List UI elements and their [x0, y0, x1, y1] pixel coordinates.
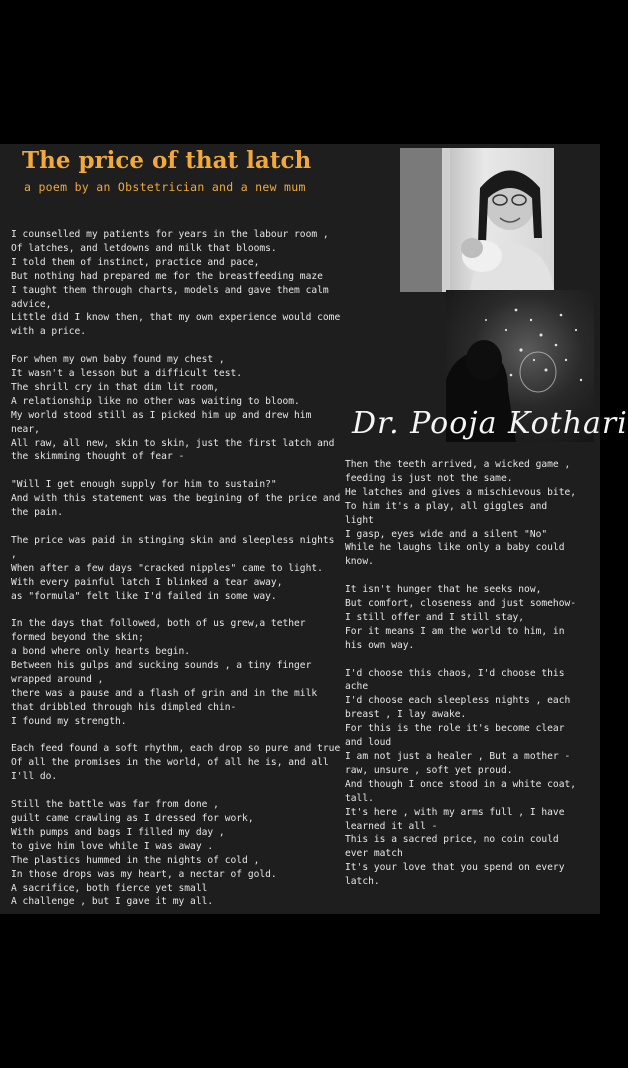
stanza: "Will I get enough supply for him to sustain?" And with this statement was the begining of the price and the pain.: [11, 479, 341, 519]
stanza: The price was paid in stinging skin and sleepless nights , When after a few days "cracked nipples" came to light. With every painful latch I blinked a tear away, as "formula" felt like I'd failed in some way.: [11, 534, 335, 602]
stanza: Still the battle was far from done , guilt came crawling as I dressed for work, With pumps and bags I filled my day , to give him love while I was away . The plastics hummed in the nights of cold , In those drops was my heart, a nectar of gold. A sacrifice, both fierce yet small A challenge , but I gave it my all.: [11, 799, 277, 908]
stanza: Then the teeth arrived, a wicked game , feeding is just not the same. He latches and gives a mischievous bite, To him it's a play, all giggles and light I gasp, eyes wide and a silent "No" While he laughs like only a baby could know.: [345, 459, 577, 568]
stanza: In the days that followed, both of us grew,a tether formed beyond the skin; a bond where only hearts begin. Between his gulps and sucking sounds , a tiny finger wrapped around , there was a pause and a flash of grin and in the milk that dribbled through his dimpled chin- I found my strength.: [11, 618, 318, 727]
mother-with-baby-photo: [400, 148, 554, 292]
stanza: Each feed found a soft rhythm, each drop so pure and true Of all the promises in the world, of all he is, and all I'll do.: [11, 743, 341, 783]
poem-left-column: [11, 228, 341, 923]
stanza: For when my own baby found my chest , It wasn't a lesson but a difficult test. The shrill cry in that dim lit room, A relationship like no other was waiting to bloom. My world stood still as I picked him up and drew him near, All raw, all new, skin to skin, just the first latch and the skimming thought of fear -: [11, 354, 335, 463]
poem-right-column: [345, 458, 577, 903]
poem-subtitle: a poem by an Obstetrician and a new mum: [24, 180, 306, 194]
poem-title: The price of that latch: [22, 147, 312, 174]
stanza: I'd choose this chaos, I'd choose this ache I'd choose each sleepless nights , each breast , I lay awake. For this is the role it's become clear and loud I am not just a healer , But a mother - raw, unsure , soft yet proud. And though I once stood in a white coat, tall. It's here , with my arms full , I have learned it all - This is a sacred price, no coin could ever match It's your love that you spend on every latch.: [345, 667, 577, 888]
poem-poster: [0, 144, 628, 914]
signature: Dr. Pooja Kothari: [352, 406, 628, 441]
stanza: I counselled my patients for years in the labour room , Of latches, and letdowns and milk that blooms. I told them of instinct, practice and pace, But nothing had prepared me for the breastfeeding maze I taught them through charts, models and gave them calm advice, Little did I know then, that my own experience would come with a price.: [11, 229, 341, 338]
stanza: It isn't hunger that he seeks now, But comfort, closeness and just somehow- I still offer and I still stay, For it means I am the world to him, in his own way.: [345, 584, 577, 651]
